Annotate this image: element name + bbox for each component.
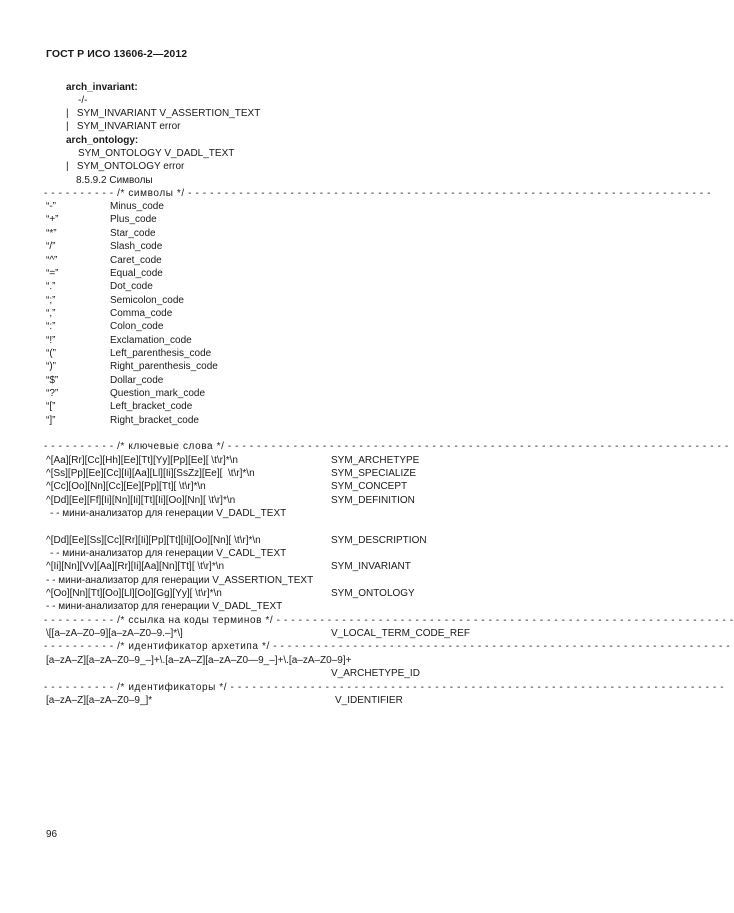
symbol-name: Comma_code	[110, 308, 173, 319]
archetype-id-pattern: [a–zA–Z][a–zA–Z0–9_–]+\.[a–zA–Z][a–zA–Z0—9_–]+\.[a–zA–Z0–9]+	[46, 655, 352, 666]
symbol-name: Equal_code	[110, 268, 163, 279]
keyword-token-definition: SYM_DEFINITION	[331, 495, 415, 506]
keyword-token-concept: SYM_CONCEPT	[331, 481, 408, 492]
symbol-literal: “$”	[46, 375, 59, 386]
symbol-name: Left_bracket_code	[110, 401, 193, 412]
comment-cadl: - - мини-анализатор для генерации V_CADL_TEXT	[50, 548, 287, 559]
symbol-name: Caret_code	[110, 255, 162, 266]
symbol-name: Colon_code	[110, 321, 164, 332]
symbol-name: Slash_code	[110, 241, 163, 252]
identifier-token: V_IDENTIFIER	[335, 695, 403, 706]
separator-term-ref: - - - - - - - - - - /* ссылка на коды терминов */ - - - - - - - - - - - - - - - - - - - - - - - - - - - - - - - - - - - - - - - - - - - - - - - - - - - - - - - - - - - - - - -	[44, 615, 734, 626]
symbol-name: Right_parenthesis_code	[110, 361, 218, 372]
symbol-name: Dollar_code	[110, 375, 164, 386]
symbol-literal: “,”	[46, 308, 56, 319]
comment-assertion: - - мини-анализатор для генерации V_ASSERTION_TEXT	[46, 575, 314, 586]
symbol-literal: “*”	[46, 228, 57, 239]
keyword-pattern-invariant: ^[Ii][Nn][Vv][Aa][Rr][Ii][Aa][Nn][Tt][ \t\r]*\n	[46, 561, 225, 572]
symbol-name: Exclamation_code	[110, 335, 192, 346]
keyword-token-archetype: SYM_ARCHETYPE	[331, 455, 420, 466]
symbol-name: Star_code	[110, 228, 156, 239]
symbol-literal: “.”	[46, 281, 56, 292]
symbol-literal: “;”	[46, 295, 56, 306]
separator-keywords: - - - - - - - - - - /* ключевые слова */ - - - - - - - - - - - - - - - - - - - - - - - - - - - - - - - - - - - - - - - - - - - - - - - - - - - - - - - - - - - - - - - - - - - - -	[44, 441, 729, 452]
symbol-name: Left_parenthesis_code	[110, 348, 212, 359]
symbol-literal: “/”	[46, 241, 56, 252]
symbol-literal: “(”	[46, 348, 56, 359]
symbol-name: Minus_code	[110, 201, 164, 212]
keyword-token-ontology: SYM_ONTOLOGY	[331, 588, 415, 599]
symbol-literal: “-”	[46, 201, 56, 212]
symbol-literal: “?”	[46, 388, 59, 399]
term-ref-token: V_LOCAL_TERM_CODE_REF	[331, 628, 470, 639]
symbol-literal: “[”	[46, 401, 56, 412]
term-ref-pattern: \[[a–zA–Z0–9][a–zA–Z0–9.–]*\]	[46, 628, 183, 639]
identifier-pattern: [a–zA–Z][a–zA–Z0–9_]*	[46, 695, 153, 706]
symbol-literal: “!”	[46, 335, 56, 346]
symbol-name: Semicolon_code	[110, 295, 184, 306]
invariant-alt-2: | SYM_INVARIANT error	[66, 121, 181, 132]
keyword-pattern-ontology: ^[Oo][Nn][Tt][Oo][Ll][Oo][Gg][Yy][ \t\r]*\n	[46, 588, 222, 599]
arch-ontology-label: arch_ontology:	[66, 135, 139, 146]
comment-dadl-2: - - мини-анализатор для генерации V_DADL_TEXT	[46, 601, 283, 612]
arch-invariant-label: arch_invariant:	[66, 82, 138, 93]
keyword-pattern-archetype: ^[Aa][Rr][Cc][Hh][Ee][Tt][Yy][Pp][Ee][ \t\r]*\n	[46, 455, 238, 466]
keyword-token-invariant: SYM_INVARIANT	[331, 561, 411, 572]
comment-dadl-1: - - мини-анализатор для генерации V_DADL_TEXT	[50, 508, 287, 519]
symbol-name: Plus_code	[110, 214, 157, 225]
symbol-name: Dot_code	[110, 281, 153, 292]
invariant-alt-1: | SYM_INVARIANT V_ASSERTION_TEXT	[66, 108, 261, 119]
symbol-literal: “^”	[46, 255, 58, 266]
symbol-literal: “]”	[46, 415, 56, 426]
archetype-id-token: V_ARCHETYPE_ID	[331, 668, 420, 679]
empty-rule: -/-	[78, 95, 88, 106]
keyword-pattern-concept: ^[Cc][Oo][Nn][Cc][Ee][Pp][Tt][ \t\r]*\n	[46, 481, 206, 492]
keyword-token-specialize: SYM_SPECIALIZE	[331, 468, 417, 479]
keyword-pattern-description: ^[Dd][Ee][Ss][Cc][Rr][Ii][Pp][Tt][Ii][Oo][Nn][ \t\r]*\n	[46, 535, 261, 546]
symbol-literal: “)”	[46, 361, 56, 372]
keyword-token-description: SYM_DESCRIPTION	[331, 535, 427, 546]
symbol-literal: “=”	[46, 268, 59, 279]
symbol-name: Question_mark_code	[110, 388, 206, 399]
keyword-pattern-definition: ^[Dd][Ee][Ff][Ii][Nn][Ii][Tt][Ii][Oo][Nn][ \t\r]*\n	[46, 495, 236, 506]
ontology-alt-1: SYM_ONTOLOGY V_DADL_TEXT	[78, 148, 235, 159]
separator-archetype-id: - - - - - - - - - - /* идентификатор архетипа */ - - - - - - - - - - - - - - - - - - - - - - - - - - - - - - - - - - - - - - - - - - - - - - - - - - - - - - - - - - - - - - -	[44, 641, 731, 652]
separator-identifiers: - - - - - - - - - - /* идентификаторы */ - - - - - - - - - - - - - - - - - - - - - - - - - - - - - - - - - - - - - - - - - - - - - - - - - - - - - - - - - - - - - - - - - - - -	[44, 682, 725, 693]
keyword-pattern-specialize: ^[Ss][Pp][Ee][Cc][Ii][Aa][Ll][Ii][SsZz][Ee][ \t\r]*\n	[46, 468, 255, 479]
page-number: 96	[46, 829, 58, 840]
symbol-literal: “+”	[46, 214, 59, 225]
separator-symbols: - - - - - - - - - - /* символы */ - - - - - - - - - - - - - - - - - - - - - - - - - - - - - - - - - - - - - - - - - - - - - - - - - - - - - - - - - - - - - - - - - - - - - - - -	[44, 188, 712, 199]
symbol-literal: “:”	[46, 321, 56, 332]
symbol-name: Right_bracket_code	[110, 415, 199, 426]
ontology-alt-2: | SYM_ONTOLOGY error	[66, 161, 185, 172]
section-heading: 8.5.9.2 Символы	[76, 175, 153, 186]
page-header: ГОСТ Р ИСО 13606-2—2012	[46, 48, 188, 60]
